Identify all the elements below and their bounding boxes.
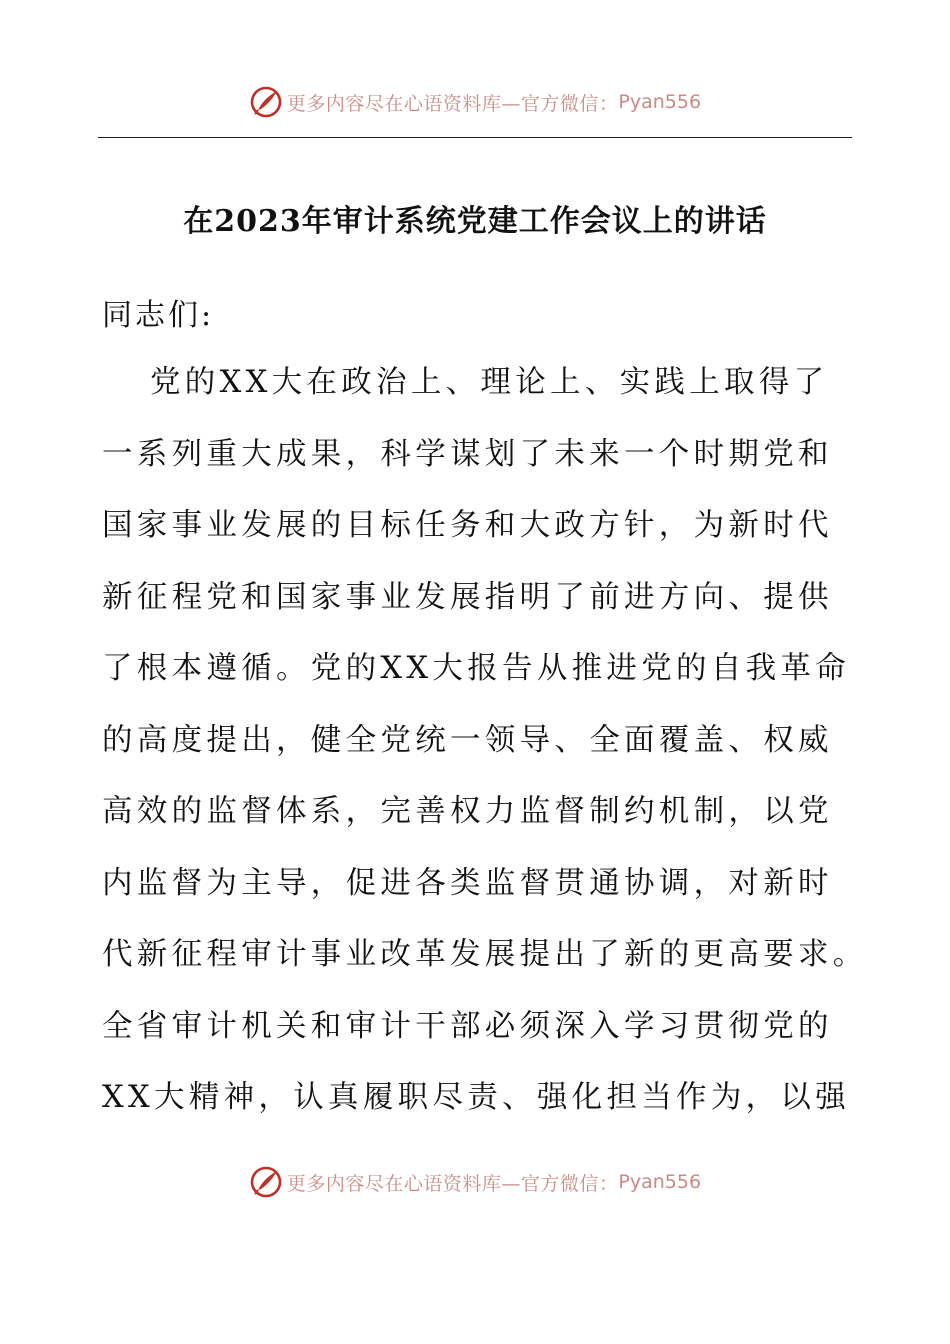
body-paragraph bbox=[102, 360, 868, 1147]
header-watermark-banner bbox=[0, 82, 950, 122]
text-line: 国家事业发展的目标任务和大政方针，为新时代 bbox=[102, 508, 833, 543]
quill-logo-icon bbox=[249, 1165, 283, 1199]
text-line: 新征程党和国家事业发展指明了前进方向、提供 bbox=[102, 579, 833, 615]
text-line: 一系列重大成果，科学谋划了未来一个时期党和 bbox=[102, 436, 833, 472]
text-line: 的高度提出，健全党统一领导、全面覆盖、权威 bbox=[102, 722, 833, 758]
banner-wechat-id: Pyan556 bbox=[618, 1171, 702, 1193]
banner-wechat-id: Pyan556 bbox=[618, 91, 702, 113]
text-line: 内监督为主导，促进各类监督贯通协调，对新时 bbox=[102, 865, 833, 901]
banner-text: 更多内容尽在心语资料库—官方微信： bbox=[286, 92, 619, 115]
text-line: 高效的监督体系，完善权力监督制约机制，以党 bbox=[102, 794, 833, 829]
text-line: 了根本遵循。党的XX大报告从推进党的自我革命 bbox=[102, 651, 851, 686]
text-line: 党的XX大在政治上、理论上、实践上取得了 bbox=[150, 365, 829, 400]
salutation: 同志们: bbox=[102, 298, 215, 333]
text-line: XX大精神，认真履职尽责、强化担当作为，以强 bbox=[102, 1080, 851, 1115]
text-line: 全省审计机关和审计干部必须深入学习贯彻党的 bbox=[102, 1008, 833, 1044]
document-title: 在2023年审计系统党建工作会议上的讲话 bbox=[183, 204, 767, 239]
footer-watermark-banner bbox=[0, 1162, 950, 1202]
header-divider bbox=[98, 137, 852, 138]
text-line: 代新征程审计事业改革发展提出了新的更高要求。 bbox=[102, 937, 868, 972]
banner-text: 更多内容尽在心语资料库—官方微信： bbox=[286, 1172, 619, 1195]
quill-logo-icon bbox=[249, 85, 283, 119]
